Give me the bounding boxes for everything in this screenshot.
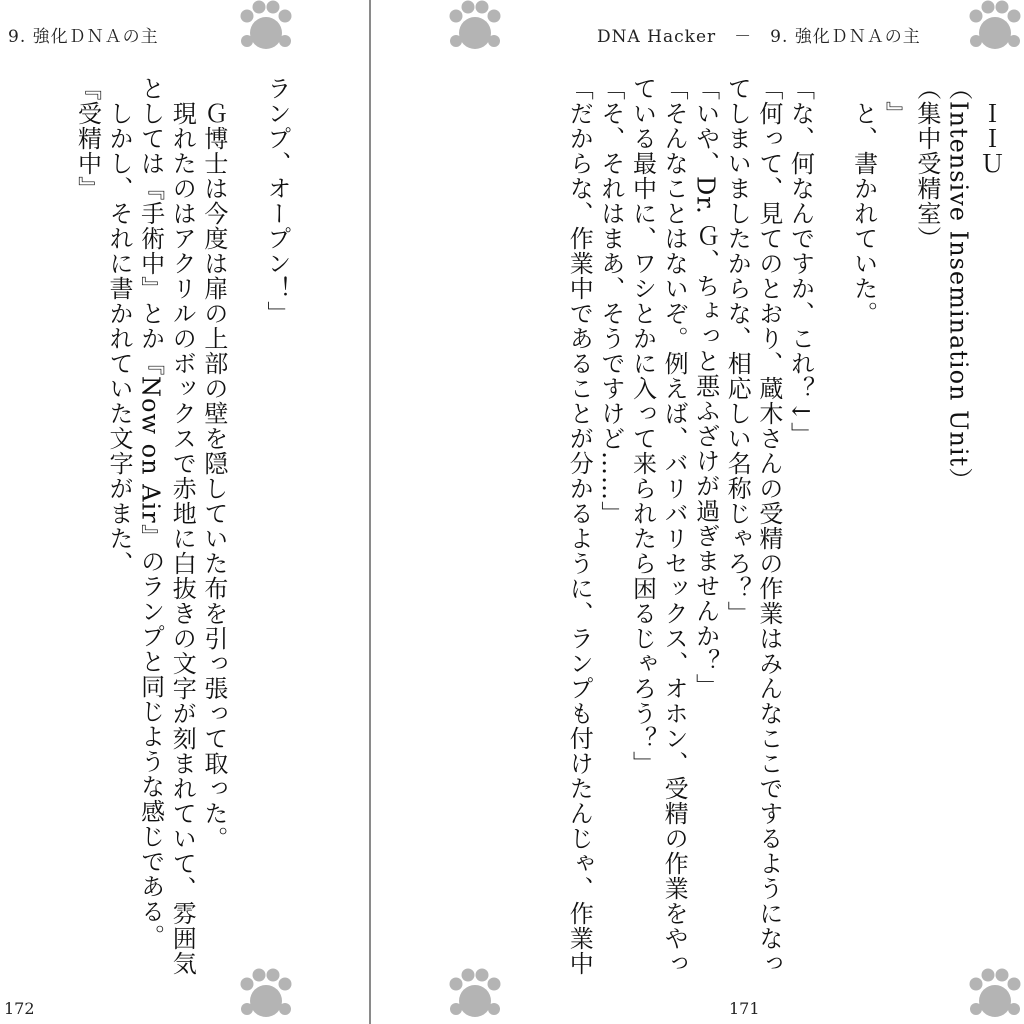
text-line: 「いや、Dr. Ｇ、ちょっと悪ふざけが過ぎませんか？」 bbox=[691, 76, 720, 699]
paw-print-icon bbox=[967, 968, 1023, 1024]
text-line: 「だからな、作業中であることが分かるように、ランプも付けたんじゃ、作業中 bbox=[565, 76, 594, 976]
text-line: しかし、それに書かれていた文字がまた、 bbox=[105, 76, 134, 576]
left-page bbox=[0, 0, 369, 1024]
text-line bbox=[229, 76, 261, 981]
paw-print-icon bbox=[238, 968, 294, 1024]
text-line: 「な、何なんですか、これ？↓」 bbox=[786, 76, 815, 448]
text-line: Ｇ博士は今度は扉の上部の壁を隠していた布を引っ張って取った。 bbox=[199, 76, 228, 851]
text-line: 「そ、それはまあ、そうですけど……」 bbox=[596, 76, 625, 526]
paw-print-icon bbox=[967, 0, 1023, 56]
running-header-left: 9. 強化ＤＮＡの主 bbox=[8, 27, 159, 47]
text-line: ている最中に、ワシとかに入って来られたら困るじゃろう？」 bbox=[628, 76, 657, 776]
text-line: と、書かれていた。 bbox=[849, 76, 878, 326]
paw-print-icon bbox=[447, 968, 503, 1024]
body-text-right bbox=[453, 76, 1005, 981]
text-line: 』 bbox=[881, 76, 910, 126]
text-line: てしまいましたからな、相応しい名称じゃろ？」 bbox=[723, 76, 752, 626]
text-line: 「何って、見てのとおり、蔵木さんの受精の作業はみんなここでするようになっ bbox=[754, 76, 783, 976]
right-page bbox=[371, 0, 1024, 1024]
paw-print-icon bbox=[238, 0, 294, 56]
page-number-right: 171 bbox=[729, 999, 760, 1018]
running-header-right: DNA Hacker － 9. 強化ＤＮＡの主 bbox=[597, 27, 921, 47]
text-line: （Intensive Insemination Unit） bbox=[944, 76, 973, 493]
paw-print-icon bbox=[447, 0, 503, 56]
page-number-left: 172 bbox=[4, 999, 35, 1018]
body-text-left bbox=[0, 76, 292, 981]
text-line: ランプ、オープン！」 bbox=[263, 76, 291, 326]
text-line bbox=[815, 76, 847, 981]
text-line: 『受精中』 bbox=[73, 76, 102, 201]
text-line: ＩＩＵ bbox=[976, 76, 1004, 176]
text-line: 「そんなことはないぞ。例えば、バリバリセックス、オホン、受精の作業をやっ bbox=[660, 76, 689, 976]
text-line: としては『手術中』とか『Now on Air』のランプと同じような感じである。 bbox=[136, 76, 165, 949]
text-line: （集中受精室） bbox=[912, 76, 941, 251]
text-line: 現れたのはアクリルのボックスで赤地に白抜きの文字が刻まれていて、雰囲気 bbox=[168, 76, 197, 976]
